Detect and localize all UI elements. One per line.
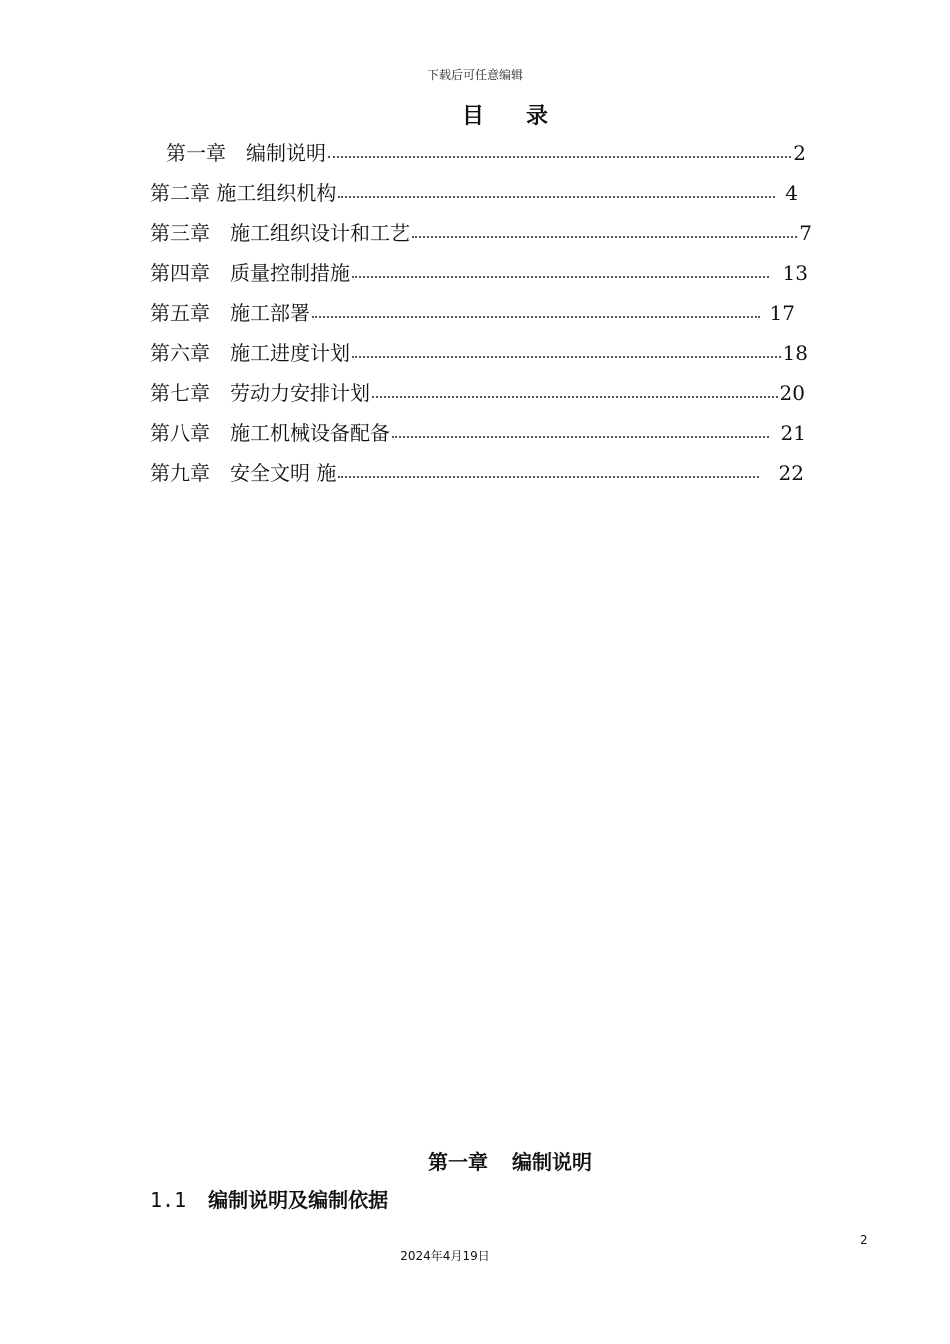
toc-entry-page: 17: [769, 301, 795, 325]
toc-dot-leader: [352, 356, 781, 358]
section-number: 1.1: [150, 1188, 187, 1212]
toc-dot-leader: [338, 476, 758, 478]
toc-entry-page: 18: [782, 341, 808, 365]
toc-entry-page: 22: [778, 461, 804, 485]
toc-entry-2[interactable]: [150, 180, 798, 206]
toc-entry-page: 7: [799, 221, 812, 245]
toc-entry-label: 第八章 施工机械设备配备: [150, 421, 390, 445]
toc-entry-7[interactable]: [150, 380, 805, 406]
toc-dot-leader: [328, 156, 791, 158]
toc-title-part2: 录: [526, 104, 549, 129]
section-heading: [150, 1184, 388, 1213]
toc-title: [0, 99, 950, 130]
toc-dot-leader: [352, 276, 769, 278]
toc-entry-label: 第四章 质量控制措施: [150, 261, 350, 285]
toc-entry-6[interactable]: [150, 340, 808, 366]
toc-entry-label: 第七章 劳动力安排计划: [150, 381, 370, 405]
toc-dot-leader: [412, 236, 797, 238]
toc-title-part1: 目: [461, 104, 484, 129]
toc-entry-label: 第二章 施工组织机构: [150, 181, 337, 205]
section-title: 编制说明及编制依据: [208, 1188, 389, 1212]
toc-dot-leader: [392, 436, 769, 438]
chapter-number: 第一章: [428, 1150, 488, 1174]
toc-entry-label: 第六章 施工进度计划: [150, 341, 350, 365]
toc-entry-9[interactable]: [150, 460, 804, 486]
toc-entry-5[interactable]: [150, 300, 795, 326]
toc-entry-3[interactable]: [150, 220, 812, 246]
toc-entry-page: 13: [782, 261, 808, 285]
toc-dot-leader: [372, 396, 778, 398]
toc-dot-leader: [338, 196, 775, 198]
toc-entry-8[interactable]: [150, 420, 806, 446]
toc-entry-1[interactable]: [166, 140, 806, 166]
chapter-title: 编制说明: [512, 1150, 592, 1174]
toc-entry-page: 2: [793, 141, 806, 165]
toc-entry-page: 4: [785, 181, 798, 205]
toc-entry-4[interactable]: [150, 260, 808, 286]
toc-entry-label: 第九章 安全文明 施: [150, 461, 337, 485]
toc-entry-label: 第一章 编制说明: [166, 141, 326, 165]
toc-entry-page: 21: [780, 421, 806, 445]
footer-date: 2024年4月19日: [400, 1249, 490, 1263]
page-number: 2: [860, 1233, 868, 1247]
toc-entry-label: 第五章 施工部署: [150, 301, 310, 325]
toc-entry-label: 第三章 施工组织设计和工艺: [150, 221, 410, 245]
toc-entry-page: 20: [779, 381, 805, 405]
toc-dot-leader: [312, 316, 760, 318]
header-note: 下载后可任意编辑: [426, 68, 523, 82]
chapter-heading: [0, 1146, 950, 1175]
